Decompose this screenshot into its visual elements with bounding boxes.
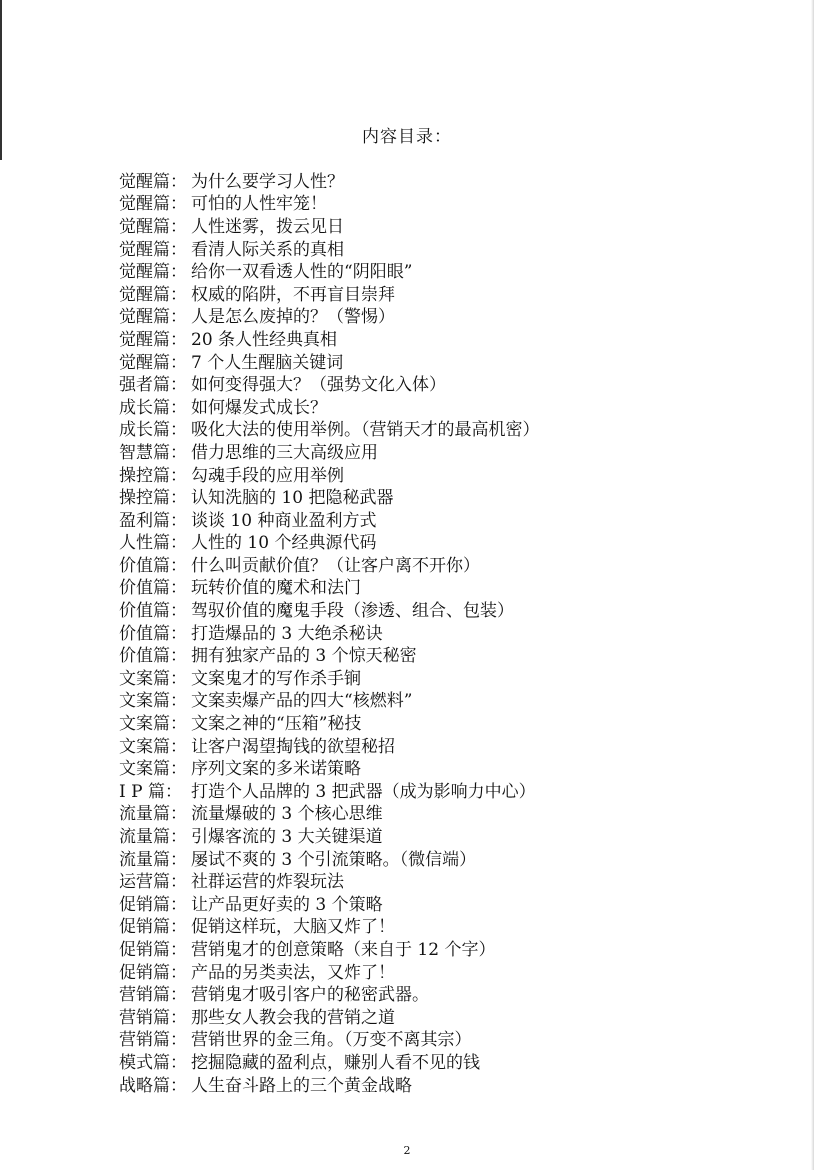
toc-entry bbox=[119, 801, 679, 824]
toc-entry-title: 认知洗脑的 10 把隐秘武器 bbox=[191, 488, 394, 509]
toc-entry-title: 那些女人教会我的营销之道 bbox=[191, 1007, 395, 1028]
toc-entry bbox=[119, 914, 679, 937]
toc-entry bbox=[119, 733, 679, 756]
toc-entry-title: 谈谈 10 种商业盈利方式 bbox=[191, 510, 377, 531]
toc-entry-category: 价值篇： bbox=[119, 623, 187, 644]
toc-entry bbox=[119, 236, 679, 259]
toc-entry bbox=[119, 642, 679, 665]
toc-entry-category: 人性篇： bbox=[119, 533, 187, 554]
toc-entry-category: 成长篇： bbox=[119, 397, 187, 418]
toc-entry-title: 打造爆品的 3 大绝杀秘诀 bbox=[191, 623, 383, 644]
toc-entry-title: 借力思维的三大高级应用 bbox=[191, 442, 378, 463]
toc-entry bbox=[119, 530, 679, 553]
toc-entry-category: 强者篇： bbox=[119, 375, 187, 396]
toc-entry-title: 人性的 10 个经典源代码 bbox=[191, 533, 377, 554]
toc-entry-title: 屡试不爽的 3 个引流策略。（微信端） bbox=[191, 849, 477, 870]
toc-entry-category: 营销篇： bbox=[119, 1030, 187, 1051]
toc-entry-category: 流量篇： bbox=[119, 849, 187, 870]
toc-entry bbox=[119, 868, 679, 891]
toc-entry bbox=[119, 462, 679, 485]
table-of-contents bbox=[119, 168, 679, 1094]
toc-entry-title: 给你一双看透人性的“阴阳眼” bbox=[191, 262, 413, 283]
toc-entry-category: 觉醒篇： bbox=[119, 239, 187, 260]
toc-entry-title: 驾驭价值的魔鬼手段（渗透、组合、包装） bbox=[191, 601, 514, 622]
toc-entry bbox=[119, 710, 679, 733]
toc-entry-title: 吸化大法的使用举例。（营销天才的最高机密） bbox=[191, 420, 540, 441]
toc-entry bbox=[119, 1072, 679, 1095]
toc-entry-category: 觉醒篇： bbox=[119, 216, 187, 237]
toc-entry bbox=[119, 304, 679, 327]
toc-entry-category: 智慧篇： bbox=[119, 442, 187, 463]
toc-entry-category: 运营篇： bbox=[119, 872, 187, 893]
toc-entry-category: 盈利篇： bbox=[119, 510, 187, 531]
toc-entry-title: 玩转价值的魔术和法门 bbox=[191, 578, 361, 599]
toc-entry-category: 文案篇： bbox=[119, 668, 187, 689]
toc-entry-category: 觉醒篇： bbox=[119, 329, 187, 350]
page-title: 内容目录： bbox=[362, 127, 452, 147]
toc-entry bbox=[119, 1004, 679, 1027]
toc-entry bbox=[119, 168, 679, 191]
toc-entry-category: I P 篇： bbox=[119, 781, 182, 802]
toc-entry-title: 挖掘隐藏的盈利点，赚别人看不见的钱 bbox=[191, 1052, 480, 1073]
toc-entry-category: 战略篇： bbox=[119, 1075, 187, 1096]
toc-entry-category: 文案篇： bbox=[119, 759, 187, 780]
toc-entry bbox=[119, 846, 679, 869]
toc-entry bbox=[119, 597, 679, 620]
toc-entry-title: 社群运营的炸裂玩法 bbox=[191, 872, 344, 893]
toc-entry bbox=[119, 507, 679, 530]
toc-entry-title: 营销世界的金三角。（万变不离其宗） bbox=[191, 1030, 472, 1051]
toc-entry-title: 文案之神的“压箱”秘技 bbox=[191, 714, 362, 735]
toc-entry-title: 为什么要学习人性？ bbox=[191, 171, 344, 192]
toc-entry-title: 打造个人品牌的 3 把武器（成为影响力中心） bbox=[191, 781, 536, 802]
toc-entry-category: 流量篇： bbox=[119, 804, 187, 825]
toc-entry bbox=[119, 417, 679, 440]
toc-entry bbox=[119, 688, 679, 711]
toc-entry-title: 7 个人生醒脑关键词 bbox=[191, 352, 344, 373]
toc-entry-category: 促销篇： bbox=[119, 917, 187, 938]
toc-entry-category: 操控篇： bbox=[119, 488, 187, 509]
toc-entry-category: 价值篇： bbox=[119, 578, 187, 599]
toc-entry-category: 营销篇： bbox=[119, 985, 187, 1006]
toc-entry-title: 20 条人性经典真相 bbox=[191, 329, 338, 350]
toc-entry-title: 可怕的人性牢笼！ bbox=[191, 194, 327, 215]
toc-entry-category: 文案篇： bbox=[119, 736, 187, 757]
toc-entry bbox=[119, 484, 679, 507]
toc-entry-title: 什么叫贡献价值？（让客户离不开你） bbox=[191, 555, 480, 576]
toc-entry-category: 觉醒篇： bbox=[119, 262, 187, 283]
toc-entry-category: 价值篇： bbox=[119, 601, 187, 622]
toc-entry bbox=[119, 326, 679, 349]
toc-entry bbox=[119, 620, 679, 643]
toc-entry-category: 文案篇： bbox=[119, 714, 187, 735]
toc-entry-category: 价值篇： bbox=[119, 555, 187, 576]
toc-entry-title: 营销鬼才吸引客户的秘密武器。 bbox=[191, 985, 429, 1006]
toc-entry bbox=[119, 936, 679, 959]
toc-entry-category: 促销篇： bbox=[119, 894, 187, 915]
toc-entry-category: 觉醒篇： bbox=[119, 352, 187, 373]
toc-entry-category: 营销篇： bbox=[119, 1007, 187, 1028]
toc-entry bbox=[119, 281, 679, 304]
toc-entry-title: 权威的陷阱，不再盲目崇拜 bbox=[191, 284, 395, 305]
toc-entry bbox=[119, 439, 679, 462]
toc-entry-title: 产品的另类卖法，又炸了！ bbox=[191, 962, 395, 983]
toc-entry-category: 促销篇： bbox=[119, 939, 187, 960]
toc-entry-title: 如何变得强大？（强势文化入体） bbox=[191, 375, 446, 396]
toc-entry-category: 文案篇： bbox=[119, 691, 187, 712]
toc-entry-title: 流量爆破的 3 个核心思维 bbox=[191, 804, 383, 825]
toc-entry bbox=[119, 891, 679, 914]
toc-entry-title: 序列文案的多米诺策略 bbox=[191, 759, 361, 780]
toc-entry bbox=[119, 755, 679, 778]
toc-entry-title: 人生奋斗路上的三个黄金战略 bbox=[191, 1075, 412, 1096]
toc-entry-title: 文案鬼才的写作杀手锏 bbox=[191, 668, 361, 689]
toc-entry-title: 营销鬼才的创意策略（来自于 12 个字） bbox=[191, 939, 496, 960]
toc-entry bbox=[119, 552, 679, 575]
toc-entry-title: 人是怎么废掉的？（警惕） bbox=[191, 307, 395, 328]
toc-entry-category: 觉醒篇： bbox=[119, 194, 187, 215]
toc-entry bbox=[119, 665, 679, 688]
toc-entry bbox=[119, 823, 679, 846]
toc-entry-category: 模式篇： bbox=[119, 1052, 187, 1073]
toc-entry-category: 成长篇： bbox=[119, 420, 187, 441]
toc-entry-title: 如何爆发式成长？ bbox=[191, 397, 327, 418]
toc-entry bbox=[119, 394, 679, 417]
toc-entry-title: 勾魂手段的应用举例 bbox=[191, 465, 344, 486]
toc-entry bbox=[119, 213, 679, 236]
toc-entry bbox=[119, 191, 679, 214]
toc-entry-title: 人性迷雾，拨云见日 bbox=[191, 216, 344, 237]
toc-entry bbox=[119, 959, 679, 982]
toc-entry-title: 文案卖爆产品的四大“核燃料” bbox=[191, 691, 413, 712]
toc-entry-title: 拥有独家产品的 3 个惊天秘密 bbox=[191, 646, 417, 667]
toc-entry-category: 价值篇： bbox=[119, 646, 187, 667]
page-number: 2 bbox=[403, 1144, 411, 1157]
toc-entry-title: 看清人际关系的真相 bbox=[191, 239, 344, 260]
toc-entry bbox=[119, 371, 679, 394]
toc-entry bbox=[119, 981, 679, 1004]
toc-entry bbox=[119, 349, 679, 372]
toc-entry-title: 引爆客流的 3 大关键渠道 bbox=[191, 827, 383, 848]
toc-entry bbox=[119, 258, 679, 281]
toc-entry bbox=[119, 575, 679, 598]
toc-entry-category: 流量篇： bbox=[119, 827, 187, 848]
toc-entry bbox=[119, 778, 679, 801]
toc-entry-category: 觉醒篇： bbox=[119, 171, 187, 192]
toc-entry bbox=[119, 1049, 679, 1072]
toc-entry-title: 促销这样玩，大脑又炸了！ bbox=[191, 917, 395, 938]
toc-entry bbox=[119, 1027, 679, 1050]
toc-entry-category: 觉醒篇： bbox=[119, 307, 187, 328]
toc-entry-title: 让产品更好卖的 3 个策略 bbox=[191, 894, 383, 915]
toc-entry-title: 让客户渴望掏钱的欲望秘招 bbox=[191, 736, 395, 757]
toc-entry-category: 促销篇： bbox=[119, 962, 187, 983]
toc-entry-category: 觉醒篇： bbox=[119, 284, 187, 305]
toc-entry-category: 操控篇： bbox=[119, 465, 187, 486]
